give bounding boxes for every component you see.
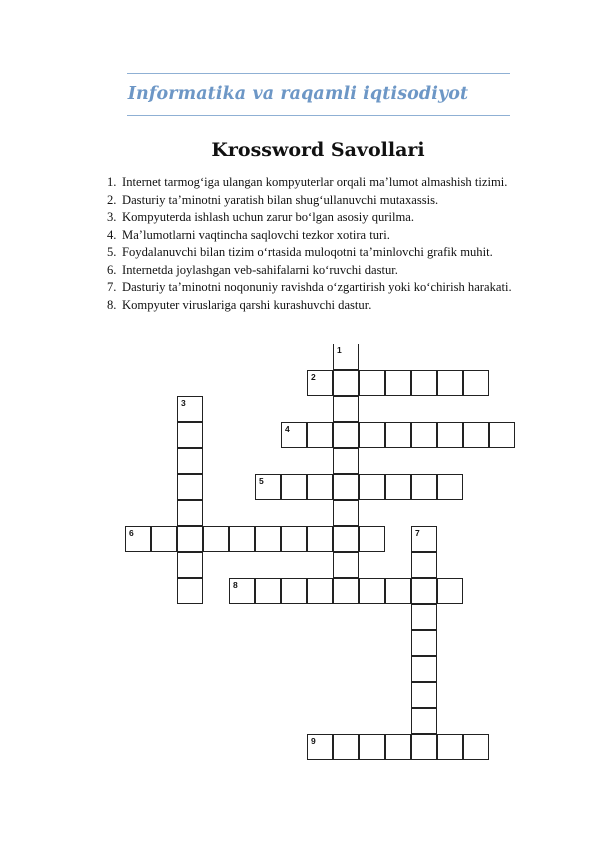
crossword-cell[interactable] (437, 422, 463, 448)
question-number: 8. (107, 297, 117, 312)
crossword-cell[interactable] (359, 526, 385, 552)
question-text: Ma’lumotlarni vaqtincha saqlovchi tezkor xotira turi. (122, 227, 390, 242)
header-rule-top (127, 73, 510, 74)
crossword-cell[interactable] (437, 474, 463, 500)
crossword-cell[interactable] (281, 474, 307, 500)
header-title: Informatika va raqamli iqtisodiyot (127, 84, 469, 104)
page-title: Krossword Savollari (211, 139, 425, 161)
crossword-cell[interactable] (255, 474, 281, 500)
crossword-cell[interactable] (411, 734, 437, 760)
crossword-cell[interactable] (281, 526, 307, 552)
crossword-cell[interactable] (385, 422, 411, 448)
crossword-cell[interactable] (307, 474, 333, 500)
crossword-cell[interactable] (385, 734, 411, 760)
crossword-cell[interactable] (359, 734, 385, 760)
crossword-cell[interactable] (333, 500, 359, 526)
crossword-cell[interactable] (411, 552, 437, 578)
crossword-cell[interactable] (255, 578, 281, 604)
question-text: Dasturiy ta’minotni yaratish bilan shug‘ullanuvchi mutaxassis. (122, 192, 439, 207)
crossword-cell[interactable] (177, 500, 203, 526)
crossword-cell[interactable] (333, 344, 359, 370)
crossword-cell[interactable] (307, 578, 333, 604)
crossword-cell[interactable] (437, 370, 463, 396)
crossword-cell[interactable] (125, 526, 151, 552)
question-text: Foydalanuvchi bilan tizim o‘rtasida muloqotni ta’minlovchi grafik muhit. (122, 245, 493, 259)
clue-number: 6 (129, 528, 134, 538)
crossword-cell[interactable] (437, 578, 463, 604)
clue-number: 8 (233, 580, 238, 590)
crossword-cell[interactable] (177, 526, 203, 552)
crossword-cell[interactable] (151, 526, 177, 552)
question-number: 7. (107, 280, 117, 294)
question-number: 1. (107, 175, 117, 189)
question-item (107, 262, 567, 280)
crossword-cell[interactable] (333, 578, 359, 604)
question-list (107, 174, 567, 314)
crossword-cell[interactable] (411, 604, 437, 630)
crossword-cell[interactable] (177, 552, 203, 578)
crossword-cell[interactable] (333, 396, 359, 422)
crossword-cell[interactable] (385, 474, 411, 500)
crossword-cell[interactable] (359, 578, 385, 604)
crossword-cell[interactable] (281, 422, 307, 448)
question-text: Internetda joylashgan veb-sahifalarni ko‘ruvchi dastur. (122, 262, 398, 277)
question-number: 5. (107, 245, 117, 259)
crossword-cell[interactable] (411, 656, 437, 682)
question-text: Dasturiy ta’minotni noqonuniy ravishda o‘zgartirish yoki ko‘chirish harakati. (122, 280, 512, 294)
crossword-cell[interactable] (307, 422, 333, 448)
question-number: 2. (107, 192, 117, 207)
question-item (107, 227, 567, 245)
clue-number: 5 (259, 476, 264, 486)
question-item (107, 244, 567, 262)
crossword-cell[interactable] (463, 422, 489, 448)
crossword-cell[interactable] (411, 682, 437, 708)
crossword-cell[interactable] (177, 396, 203, 422)
crossword-cell[interactable] (359, 370, 385, 396)
crossword-cell[interactable] (385, 578, 411, 604)
question-item (107, 209, 567, 227)
crossword-cell[interactable] (177, 448, 203, 474)
crossword-cell[interactable] (307, 370, 333, 396)
crossword-cell[interactable] (255, 526, 281, 552)
crossword-cell[interactable] (229, 526, 255, 552)
crossword-cell[interactable] (489, 422, 515, 448)
question-item (107, 192, 567, 210)
question-item (107, 279, 567, 297)
question-number: 4. (107, 227, 117, 242)
crossword-cell[interactable] (411, 708, 437, 734)
crossword-cell[interactable] (437, 734, 463, 760)
crossword-cell[interactable] (203, 526, 229, 552)
crossword-cell[interactable] (411, 422, 437, 448)
question-item (107, 174, 567, 192)
crossword-cell[interactable] (333, 526, 359, 552)
clue-number: 4 (285, 424, 290, 434)
question-number: 3. (107, 210, 117, 224)
header-rule-bottom (127, 115, 510, 116)
question-number: 6. (107, 262, 117, 277)
crossword-cell[interactable] (463, 370, 489, 396)
crossword-cell[interactable] (307, 526, 333, 552)
crossword-cell[interactable] (177, 578, 203, 604)
clue-number: 3 (181, 398, 186, 408)
crossword-cell[interactable] (359, 474, 385, 500)
crossword-cell[interactable] (281, 578, 307, 604)
crossword-cell[interactable] (333, 734, 359, 760)
crossword-cell[interactable] (411, 578, 437, 604)
question-text: Kompyuter viruslariga qarshi kurashuvchi dastur. (122, 297, 372, 312)
crossword-cell[interactable] (411, 526, 437, 552)
crossword-cell[interactable] (333, 370, 359, 396)
clue-number: 9 (311, 736, 316, 746)
clue-number: 1 (337, 345, 342, 355)
clue-number: 2 (311, 372, 316, 382)
crossword-cell[interactable] (333, 422, 359, 448)
crossword-cell[interactable] (333, 474, 359, 500)
crossword-cell[interactable] (229, 578, 255, 604)
crossword-cell[interactable] (177, 474, 203, 500)
question-text: Kompyuterda ishlash uchun zarur bo‘lgan asosiy qurilma. (122, 210, 415, 224)
crossword-cell[interactable] (333, 552, 359, 578)
question-item (107, 297, 567, 315)
crossword-cell[interactable] (411, 474, 437, 500)
crossword-cell[interactable] (333, 448, 359, 474)
crossword-cell[interactable] (411, 630, 437, 656)
crossword-cell[interactable] (411, 370, 437, 396)
clue-number: 7 (415, 528, 420, 538)
question-text: Internet tarmog‘iga ulangan kompyuterlar orqali ma’lumot almashish tizimi. (122, 175, 508, 189)
crossword-cell[interactable] (177, 422, 203, 448)
crossword-cell[interactable] (385, 370, 411, 396)
crossword-cell[interactable] (463, 734, 489, 760)
crossword-cell[interactable] (307, 734, 333, 760)
crossword-cell[interactable] (359, 422, 385, 448)
